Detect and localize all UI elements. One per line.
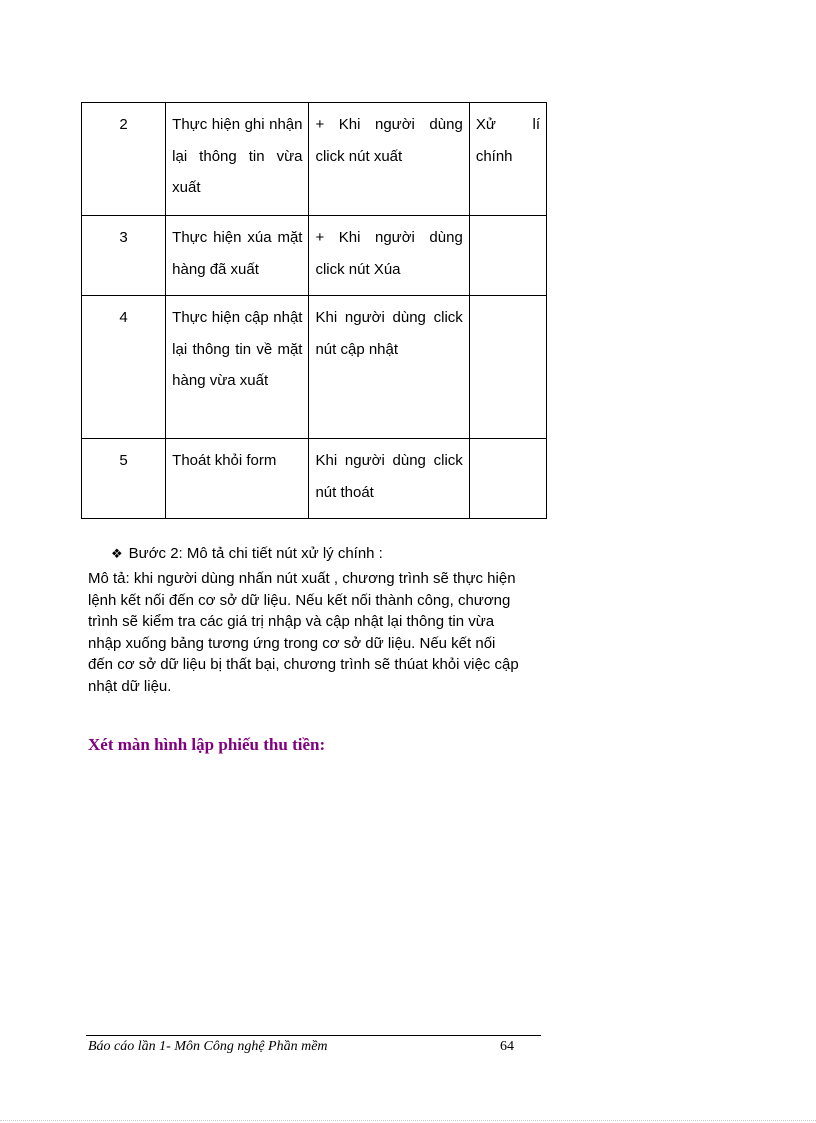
description-line: trình sẽ kiểm tra các giá trị nhập và cập nhật lại thông tin vừa bbox=[88, 613, 495, 630]
description-line: nhật dữ liệu. bbox=[88, 677, 172, 695]
description-line: lệnh kết nối đến cơ sở dữ liệu. Nếu kết nối thành công, chương bbox=[88, 591, 511, 609]
row-number: 2 bbox=[82, 103, 166, 216]
row-number: 4 bbox=[82, 296, 166, 439]
page-edge-divider bbox=[0, 1120, 816, 1121]
page-number: 64 bbox=[500, 1039, 514, 1054]
event-cell: + Khi người dùng click nút Xúa bbox=[309, 216, 469, 296]
note-cell bbox=[469, 216, 546, 296]
section-heading: Xét màn hình lập phiếu thu tiền: bbox=[88, 735, 326, 754]
action-cell: Thực hiện xúa mặt hàng đã xuất bbox=[166, 216, 309, 296]
table-row bbox=[82, 103, 547, 216]
table-row bbox=[82, 216, 547, 296]
description-paragraph bbox=[88, 568, 538, 697]
footer-divider bbox=[86, 1035, 541, 1036]
diamond-bullet-icon: ❖ bbox=[111, 546, 123, 561]
description-line: đến cơ sở dữ liệu bị thất bại, chương trình sẽ thúat khỏi việc cập bbox=[88, 656, 519, 673]
action-cell: Thoát khỏi form bbox=[166, 439, 309, 519]
step-text: Bước 2: Mô tả chi tiết nút xử lý chính : bbox=[128, 545, 383, 562]
table-row bbox=[82, 439, 547, 519]
event-cell: Khi người dùng click nút cập nhật bbox=[309, 296, 469, 439]
event-cell: Khi người dùng click nút thoát bbox=[309, 439, 469, 519]
step-2-title bbox=[111, 545, 383, 562]
description-line: Mô tả: khi người dùng nhấn nút xuất , chương trình sẽ thực hiện bbox=[88, 570, 516, 587]
process-table bbox=[81, 102, 547, 519]
action-cell: Thực hiện ghi nhận lại thông tin vừa xuất bbox=[166, 103, 309, 216]
note-cell bbox=[469, 439, 546, 519]
note-cell bbox=[469, 296, 546, 439]
note-cell: Xử lí chính bbox=[469, 103, 546, 216]
event-cell: + Khi người dùng click nút xuất bbox=[309, 103, 469, 216]
row-number: 3 bbox=[82, 216, 166, 296]
table-row bbox=[82, 296, 547, 439]
action-cell: Thực hiện cập nhật lại thông tin về mặt hàng vừa xuất bbox=[166, 296, 309, 439]
row-number: 5 bbox=[82, 439, 166, 519]
footer-title: Báo cáo lần 1- Môn Công nghệ Phần mềm bbox=[88, 1039, 328, 1054]
description-line: nhập xuống bảng tương ứng trong cơ sở dữ liệu. Nếu kết nối bbox=[88, 634, 496, 652]
